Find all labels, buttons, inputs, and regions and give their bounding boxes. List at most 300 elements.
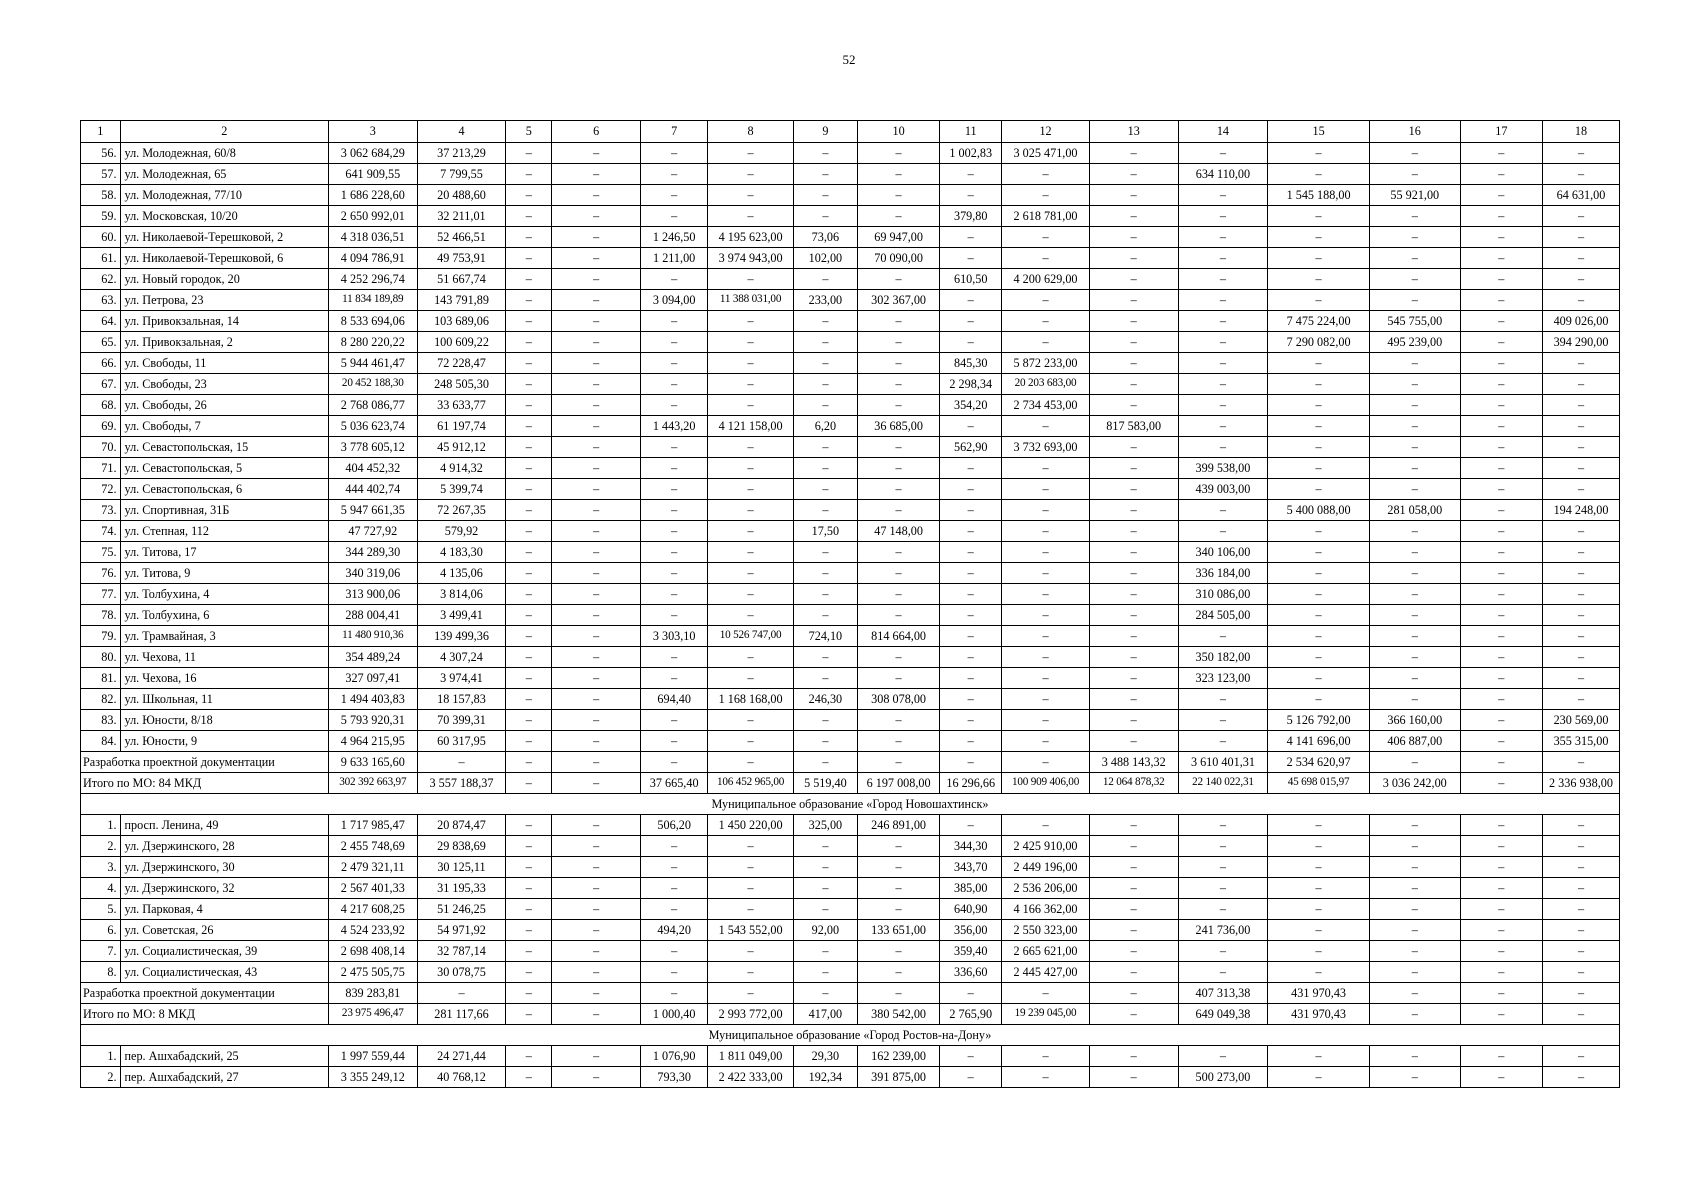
table-cell: – (506, 710, 552, 731)
table-cell: – (1089, 332, 1178, 353)
table-cell: – (506, 1046, 552, 1067)
table-cell: – (552, 668, 641, 689)
table-cell: – (552, 941, 641, 962)
table-cell: – (506, 521, 552, 542)
table-cell: – (793, 374, 857, 395)
table-cell: – (552, 395, 641, 416)
table-cell: 230 569,00 (1542, 710, 1619, 731)
table-cell: 2 425 910,00 (1002, 836, 1090, 857)
table-cell: – (552, 437, 641, 458)
table-cell: 2 336 938,00 (1542, 773, 1619, 794)
table-cell: 814 664,00 (857, 626, 939, 647)
table-cell: – (1369, 647, 1460, 668)
table-cell: – (940, 731, 1002, 752)
header-cell: 7 (641, 121, 708, 143)
table-cell: 431 970,43 (1268, 1004, 1370, 1025)
table-cell: – (506, 143, 552, 164)
table-cell: 47 727,92 (328, 521, 417, 542)
table-cell: 2 765,90 (940, 1004, 1002, 1025)
table-cell: – (1002, 332, 1090, 353)
table-cell: – (1089, 668, 1178, 689)
table-cell: 60 317,95 (417, 731, 506, 752)
table-cell: – (1268, 353, 1370, 374)
table-cell: – (1460, 332, 1542, 353)
table-row (81, 374, 1620, 395)
table-cell: – (940, 164, 1002, 185)
table-cell: 3 303,10 (641, 626, 708, 647)
table-cell: – (1542, 416, 1619, 437)
table-cell: – (1268, 227, 1370, 248)
table-cell: 73,06 (793, 227, 857, 248)
table-cell: – (1089, 143, 1178, 164)
table-cell: – (1002, 416, 1090, 437)
table-cell: 336 184,00 (1178, 563, 1268, 584)
table-cell: – (552, 710, 641, 731)
table-cell: – (1369, 143, 1460, 164)
table-cell: – (1089, 353, 1178, 374)
table-cell: – (552, 899, 641, 920)
table-cell: – (1542, 290, 1619, 311)
table-cell: 288 004,41 (328, 605, 417, 626)
address-cell: ул. Степная, 112 (120, 521, 328, 542)
table-cell: – (1369, 164, 1460, 185)
table-cell: 444 402,74 (328, 479, 417, 500)
table-cell: – (552, 458, 641, 479)
table-cell: – (708, 185, 794, 206)
table-cell: – (1369, 1004, 1460, 1025)
table-cell: 5 944 461,47 (328, 353, 417, 374)
table-cell: – (1460, 899, 1542, 920)
table-cell: – (1178, 1046, 1268, 1067)
table-cell: 310 086,00 (1178, 584, 1268, 605)
table-cell: – (1268, 899, 1370, 920)
table-cell: – (940, 521, 1002, 542)
table-cell: 37 213,29 (417, 143, 506, 164)
table-cell: – (708, 878, 794, 899)
table-cell: – (506, 332, 552, 353)
row-number: 75. (81, 542, 121, 563)
table-cell: 3 732 693,00 (1002, 437, 1090, 458)
table-cell: – (1460, 227, 1542, 248)
table-cell: – (857, 899, 939, 920)
table-cell: – (552, 731, 641, 752)
table-cell: – (708, 269, 794, 290)
table-row (81, 962, 1620, 983)
table-cell: – (506, 353, 552, 374)
table-cell: – (1460, 773, 1542, 794)
table-cell: 19 239 045,00 (1002, 1004, 1090, 1025)
table-cell: 344,30 (940, 836, 1002, 857)
table-cell: – (1542, 143, 1619, 164)
table-cell: 2 618 781,00 (1002, 206, 1090, 227)
table-cell: – (552, 605, 641, 626)
table-cell: 30 125,11 (417, 857, 506, 878)
table-cell: 406 887,00 (1369, 731, 1460, 752)
table-cell: – (1268, 920, 1370, 941)
header-cell: 3 (328, 121, 417, 143)
table-cell: – (506, 437, 552, 458)
table-cell: – (1542, 626, 1619, 647)
table-cell: 1 443,20 (641, 416, 708, 437)
header-cell: 12 (1002, 121, 1090, 143)
table-cell: – (552, 626, 641, 647)
table-cell: – (1178, 500, 1268, 521)
table-cell: – (1542, 374, 1619, 395)
table-cell: – (1268, 395, 1370, 416)
table-cell: – (708, 752, 794, 773)
table-cell: – (708, 353, 794, 374)
row-number: 69. (81, 416, 121, 437)
table-cell: – (708, 962, 794, 983)
table-cell: 5 519,40 (793, 773, 857, 794)
table-cell: 3 025 471,00 (1002, 143, 1090, 164)
section-title: Муниципальное образование «Город Новошахтинск» (81, 794, 1620, 815)
table-cell: – (1542, 227, 1619, 248)
table-row (81, 290, 1620, 311)
address-cell: ул. Юности, 9 (120, 731, 328, 752)
table-cell: 29 838,69 (417, 836, 506, 857)
table-cell: – (1542, 458, 1619, 479)
table-cell: – (1089, 1067, 1178, 1088)
table-cell: – (708, 374, 794, 395)
table-cell: 500 273,00 (1178, 1067, 1268, 1088)
table-cell: – (857, 164, 939, 185)
table-cell: – (857, 374, 939, 395)
table-cell: 839 283,81 (328, 983, 417, 1004)
table-cell: 394 290,00 (1542, 332, 1619, 353)
table-cell: – (1460, 395, 1542, 416)
table-cell: – (1002, 689, 1090, 710)
table-cell: 72 228,47 (417, 353, 506, 374)
table-cell: – (857, 500, 939, 521)
row-number: 73. (81, 500, 121, 521)
table-row (81, 668, 1620, 689)
summary-label: Разработка проектной документации (81, 983, 329, 1004)
table-row (81, 941, 1620, 962)
table-cell: – (641, 311, 708, 332)
table-cell: – (1460, 206, 1542, 227)
table-cell: 6 197 008,00 (857, 773, 939, 794)
table-cell: – (552, 647, 641, 668)
table-cell: – (1369, 416, 1460, 437)
table-cell: 4 195 623,00 (708, 227, 794, 248)
table-cell: – (1089, 941, 1178, 962)
table-cell: – (708, 668, 794, 689)
table-cell: 17,50 (793, 521, 857, 542)
table-cell: – (506, 983, 552, 1004)
table-cell: – (1369, 605, 1460, 626)
header-cell: 13 (1089, 121, 1178, 143)
table-cell: 1 686 228,60 (328, 185, 417, 206)
table-cell: – (1369, 437, 1460, 458)
table-cell: – (857, 332, 939, 353)
table-cell: – (641, 395, 708, 416)
table-cell: – (1268, 479, 1370, 500)
table-cell: – (506, 647, 552, 668)
table-cell: – (1268, 542, 1370, 563)
table-cell: – (506, 206, 552, 227)
table-cell: – (1369, 668, 1460, 689)
table-cell: – (1089, 269, 1178, 290)
table-cell: – (793, 584, 857, 605)
table-cell: 100 609,22 (417, 332, 506, 353)
table-cell: – (506, 605, 552, 626)
table-row (81, 248, 1620, 269)
table-cell: 2 449 196,00 (1002, 857, 1090, 878)
table-cell: 308 078,00 (857, 689, 939, 710)
table-cell: – (793, 500, 857, 521)
table-cell: 4 524 233,92 (328, 920, 417, 941)
table-cell: – (1268, 563, 1370, 584)
row-number: 1. (81, 1046, 121, 1067)
table-cell: – (940, 752, 1002, 773)
table-cell: – (641, 647, 708, 668)
table-cell: – (940, 626, 1002, 647)
table-cell: 5 399,74 (417, 479, 506, 500)
table-cell: 4 094 786,91 (328, 248, 417, 269)
address-cell: ул. Толбухина, 4 (120, 584, 328, 605)
table-cell: – (793, 479, 857, 500)
table-cell: – (641, 542, 708, 563)
header-cell: 18 (1542, 121, 1619, 143)
table-cell: 5 947 661,35 (328, 500, 417, 521)
table-cell: 325,00 (793, 815, 857, 836)
table-cell: – (1178, 941, 1268, 962)
table-cell: 302 367,00 (857, 290, 939, 311)
table-cell: – (708, 479, 794, 500)
row-number: 82. (81, 689, 121, 710)
table-cell: – (506, 458, 552, 479)
table-cell: – (940, 584, 1002, 605)
table-cell: – (1268, 437, 1370, 458)
table-cell: – (506, 542, 552, 563)
table-cell: – (708, 332, 794, 353)
table-cell: – (708, 710, 794, 731)
table-cell: 162 239,00 (857, 1046, 939, 1067)
table-cell: – (857, 857, 939, 878)
address-cell: ул. Юности, 8/18 (120, 710, 328, 731)
table-cell: – (1369, 353, 1460, 374)
table-cell: – (1460, 836, 1542, 857)
table-cell: 2 455 748,69 (328, 836, 417, 857)
table-cell: – (1460, 500, 1542, 521)
table-cell: – (1542, 521, 1619, 542)
summary-label: Итого по МО: 84 МКД (81, 773, 329, 794)
table-cell: – (1369, 584, 1460, 605)
table-cell: – (641, 584, 708, 605)
row-number: 8. (81, 962, 121, 983)
table-cell: 2 445 427,00 (1002, 962, 1090, 983)
summary-row (81, 752, 1620, 773)
table-cell: – (708, 605, 794, 626)
table-cell: – (857, 668, 939, 689)
address-cell: ул. Молодежная, 60/8 (120, 143, 328, 164)
table-cell: – (1178, 626, 1268, 647)
address-cell: ул. Чехова, 11 (120, 647, 328, 668)
table-cell: 5 036 623,74 (328, 416, 417, 437)
row-number: 68. (81, 395, 121, 416)
table-cell: 18 157,83 (417, 689, 506, 710)
table-cell: 494,20 (641, 920, 708, 941)
row-number: 64. (81, 311, 121, 332)
table-cell: – (1268, 941, 1370, 962)
table-cell: 64 631,00 (1542, 185, 1619, 206)
table-cell: – (857, 353, 939, 374)
table-cell: – (552, 374, 641, 395)
table-cell: – (1268, 668, 1370, 689)
address-cell: ул. Петрова, 23 (120, 290, 328, 311)
table-cell: – (641, 206, 708, 227)
table-cell: – (1178, 374, 1268, 395)
table-cell: 7 475 224,00 (1268, 311, 1370, 332)
row-number: 78. (81, 605, 121, 626)
row-number: 79. (81, 626, 121, 647)
table-cell: 2 993 772,00 (708, 1004, 794, 1025)
table-cell: – (552, 227, 641, 248)
table-cell: – (857, 752, 939, 773)
table-cell: – (793, 983, 857, 1004)
row-number: 59. (81, 206, 121, 227)
table-cell: – (1268, 584, 1370, 605)
table-row (81, 710, 1620, 731)
header-cell: 6 (552, 121, 641, 143)
table-cell: – (506, 563, 552, 584)
table-cell: – (940, 248, 1002, 269)
table-cell: – (1178, 899, 1268, 920)
table-cell: 5 872 233,00 (1002, 353, 1090, 374)
table-row (81, 416, 1620, 437)
table-row (81, 563, 1620, 584)
row-number: 62. (81, 269, 121, 290)
table-cell: – (641, 941, 708, 962)
table-cell: – (1369, 878, 1460, 899)
table-cell: – (940, 185, 1002, 206)
table-cell: – (1089, 227, 1178, 248)
table-cell: – (1002, 584, 1090, 605)
table-cell: – (641, 731, 708, 752)
table-cell: – (793, 941, 857, 962)
table-cell: – (552, 962, 641, 983)
table-row (81, 1067, 1620, 1088)
table-cell: 1 494 403,83 (328, 689, 417, 710)
table-cell: – (857, 143, 939, 164)
table-cell: – (1460, 731, 1542, 752)
table-cell: – (1002, 815, 1090, 836)
table-cell: – (506, 668, 552, 689)
table-cell: – (1460, 962, 1542, 983)
table-cell: – (1089, 710, 1178, 731)
table-cell: – (1002, 1067, 1090, 1088)
table-cell: – (1542, 668, 1619, 689)
address-cell: пер. Ашхабадский, 25 (120, 1046, 328, 1067)
table-row (81, 227, 1620, 248)
table-cell: – (1542, 962, 1619, 983)
table-cell: – (1089, 920, 1178, 941)
table-cell: – (1542, 941, 1619, 962)
header-cell: 9 (793, 121, 857, 143)
table-cell: – (940, 332, 1002, 353)
table-cell: – (1002, 248, 1090, 269)
table-cell: – (1460, 689, 1542, 710)
table-cell: – (506, 836, 552, 857)
table-cell: 8 533 694,06 (328, 311, 417, 332)
table-cell: – (506, 941, 552, 962)
table-cell: – (1369, 815, 1460, 836)
header-cell: 2 (120, 121, 328, 143)
table-cell: – (940, 500, 1002, 521)
table-cell: – (1089, 479, 1178, 500)
address-cell: ул. Николаевой-Терешковой, 6 (120, 248, 328, 269)
table-cell: – (1542, 164, 1619, 185)
address-cell: ул. Дзержинского, 32 (120, 878, 328, 899)
table-cell: 31 195,33 (417, 878, 506, 899)
table-cell: – (1460, 626, 1542, 647)
address-cell: ул. Новый городок, 20 (120, 269, 328, 290)
table-cell: 356,00 (940, 920, 1002, 941)
table-cell: 343,70 (940, 857, 1002, 878)
table-cell: 49 753,91 (417, 248, 506, 269)
table-cell: – (1460, 374, 1542, 395)
table-cell: – (1089, 815, 1178, 836)
table-cell: 29,30 (793, 1046, 857, 1067)
table-cell: – (1089, 374, 1178, 395)
table-cell: – (1369, 269, 1460, 290)
table-cell: – (641, 710, 708, 731)
table-row (81, 395, 1620, 416)
row-number: 72. (81, 479, 121, 500)
table-cell: 1 246,50 (641, 227, 708, 248)
table-cell: – (641, 500, 708, 521)
table-cell: 4 183,30 (417, 542, 506, 563)
table-cell: – (552, 332, 641, 353)
table-cell: 70 090,00 (857, 248, 939, 269)
table-cell: – (1089, 1046, 1178, 1067)
table-cell: 37 665,40 (641, 773, 708, 794)
table-cell: – (1089, 185, 1178, 206)
table-cell: – (940, 290, 1002, 311)
table-cell: – (1542, 1004, 1619, 1025)
table-cell: – (1542, 584, 1619, 605)
table-cell: – (1460, 437, 1542, 458)
table-cell: 327 097,41 (328, 668, 417, 689)
row-number: 56. (81, 143, 121, 164)
table-cell: – (1268, 143, 1370, 164)
table-cell: 246,30 (793, 689, 857, 710)
table-cell: – (1178, 290, 1268, 311)
summary-row (81, 1004, 1620, 1025)
table-cell: – (940, 647, 1002, 668)
table-cell: – (1369, 521, 1460, 542)
table-cell: 634 110,00 (1178, 164, 1268, 185)
table-cell: – (857, 962, 939, 983)
table-cell: 4 121 158,00 (708, 416, 794, 437)
table-cell: – (1542, 899, 1619, 920)
table-cell: – (552, 1046, 641, 1067)
table-cell: 11 480 910,36 (328, 626, 417, 647)
table-cell: – (1089, 500, 1178, 521)
table-row (81, 899, 1620, 920)
table-cell: – (1268, 374, 1370, 395)
row-number: 70. (81, 437, 121, 458)
table-cell: – (1002, 731, 1090, 752)
table-cell: – (552, 836, 641, 857)
address-cell: ул. Молодежная, 65 (120, 164, 328, 185)
table-cell: 20 874,47 (417, 815, 506, 836)
table-cell: – (1178, 815, 1268, 836)
table-cell: 379,80 (940, 206, 1002, 227)
table-cell: – (708, 521, 794, 542)
table-cell: – (506, 962, 552, 983)
